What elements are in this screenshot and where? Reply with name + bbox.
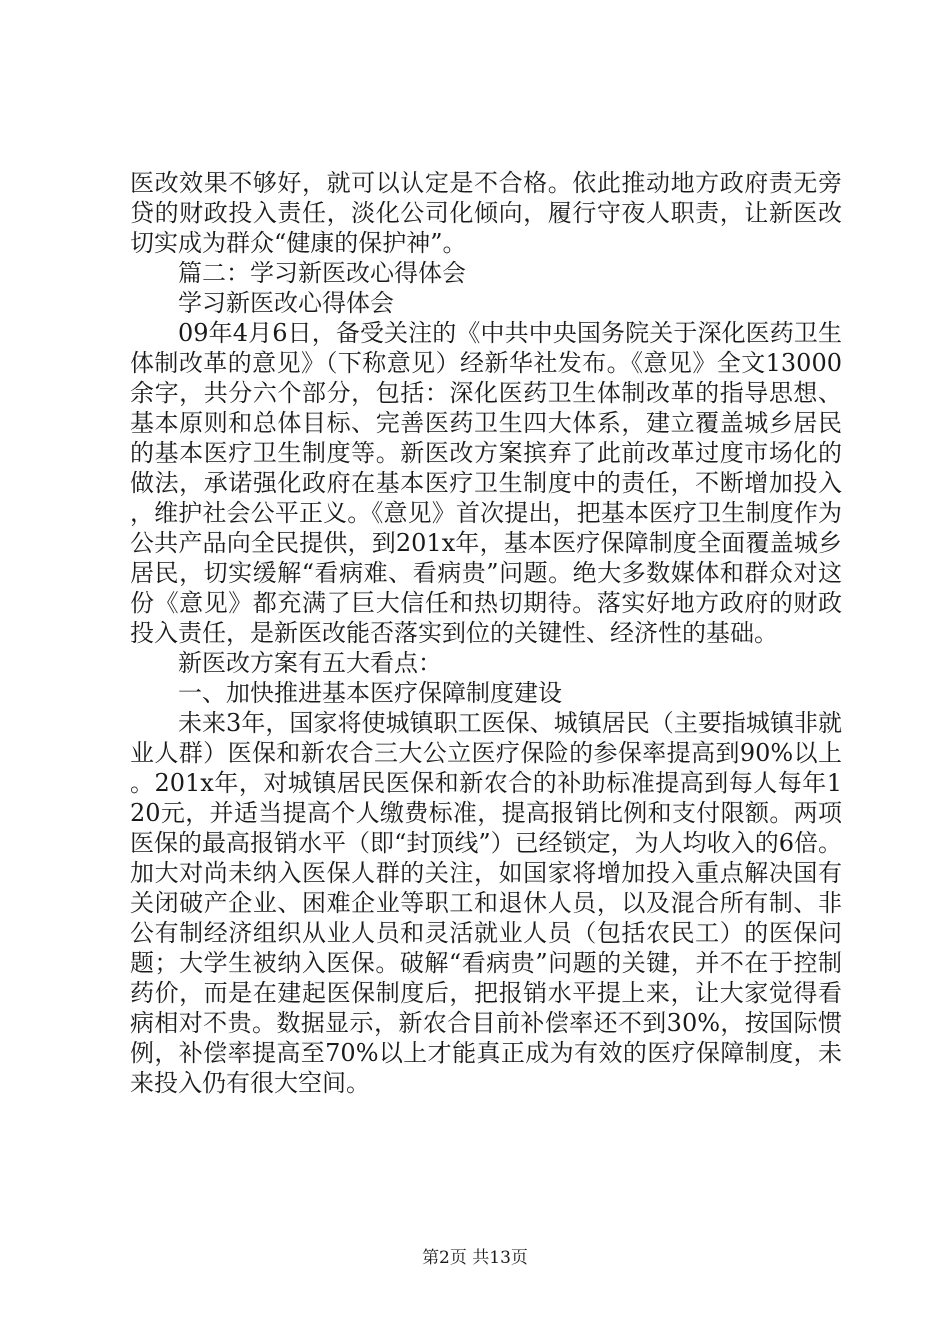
article-title: 学习新医改心得体会 <box>178 289 394 317</box>
paragraph-continuation: 医改效果不够好，就可以认定是不合格。依此推动地方政府责无旁贷的财政投入责任，淡化公司化倾向，履行守夜人职责，让新医改切实成为群众“健康的保护神”。 <box>130 169 842 257</box>
paragraph-insurance: 未来3年，国家将使城镇职工医保、城镇居民（主要指城镇非就业人群）医保和新农合三大公立医疗保险的参保率提高到90%以上。201x年，对城镇居民医保和新农合的补助标准提高到每人每年120元，并适当提高个人缴费标准，提高报销比例和支付限额。两项医保的最高报销水平（即“封顶线”）已经锁定，为人均收入的6倍。加大对尚未纳入医保人群的关注，如国家将增加投入重点解决国有关闭破产企业、困难企业等职工和退休人员，以及混合所有制、非公有制经济组织从业人员和灵活就业人员（包括农民工）的医保问题；大学生被纳入医保。破解“看病贵”问题的关键，并不在于控制药价，而是在建起医保制度后，把报销水平提上来，让大家觉得看病相对不贵。数据显示，新农合目前补偿率还不到30%，按国际惯例，补偿率提高至70%以上才能真正成为有效的医疗保障制度，未来投入仍有很大空间。 <box>130 709 842 1097</box>
document-body <box>130 168 842 1098</box>
page-footer: 第2页 共13页 <box>422 1248 528 1268</box>
paragraph-intro: 09年4月6日，备受关注的《中共中央国务院关于深化医药卫生体制改革的意见》（下称意见）经新华社发布。《意见》全文13000余字，共分六个部分，包括：深化医药卫生体制改革的指导思想、基本原则和总体目标、完善医药卫生四大体系，建立覆盖城乡居民的基本医疗卫生制度等。新医改方案摈弃了此前改革过度市场化的做法，承诺强化政府在基本医疗卫生制度中的责任，不断增加投入，维护社会公平正义。《意见》首次提出，把基本医疗卫生制度作为公共产品向全民提供，到201x年，基本医疗保障制度全面覆盖城乡居民，切实缓解“看病难、看病贵”问题。绝大多数媒体和群众对这份《意见》都充满了巨大信任和热切期待。落实好地方政府的财政投入责任，是新医改能否落实到位的关键性、经济性的基础。 <box>130 319 842 647</box>
subheading-1: 一、加快推进基本医疗保障制度建设 <box>178 679 562 707</box>
section-heading: 篇二：学习新医改心得体会 <box>178 259 466 287</box>
paragraph-highlights-lead: 新医改方案有五大看点： <box>178 649 442 677</box>
